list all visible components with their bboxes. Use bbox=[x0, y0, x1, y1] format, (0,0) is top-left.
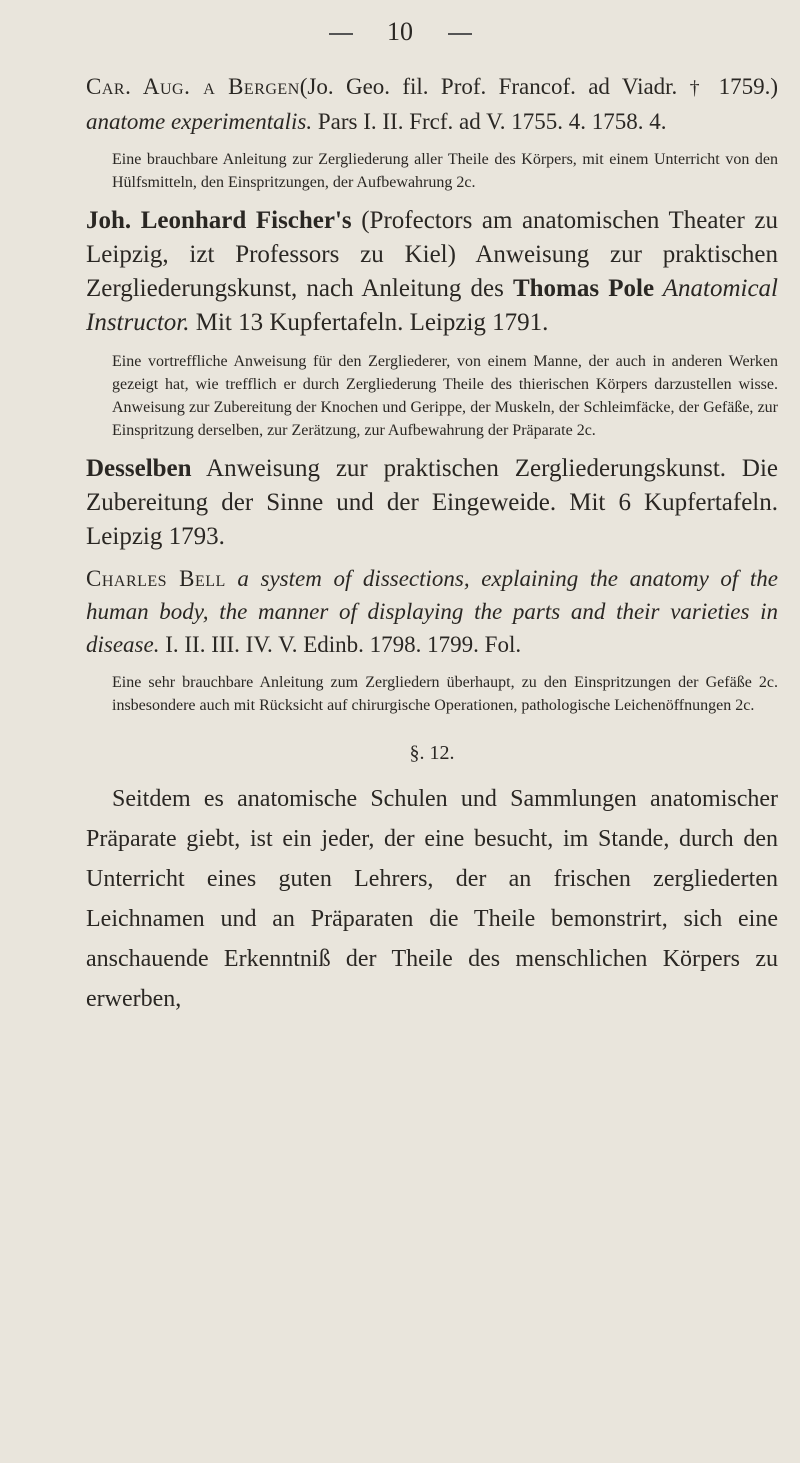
entry-person: Thomas Pole bbox=[512, 275, 655, 302]
page-header bbox=[0, 10, 800, 54]
page-body bbox=[86, 70, 778, 1019]
bibliography-entry bbox=[86, 70, 778, 138]
body-paragraph: Seitdem es anatomische Schulen und Sammlungen anatomischer Präparate giebt, ist ein jeder, der eine besucht, im Stande, durch den Unterricht eines guten Lehrers, der an frischen zergliederten Leichnamen und an Präparaten die Theile bemonstrirt, sich eine anschauende Erkenntniß der Theile des menschlichen Körpers zu erwerben, bbox=[86, 786, 778, 1012]
entry-note: Eine vortreffliche Anweisung für den Zergliederer, von einem Manne, der auch in anderen Werken gezeigt hat, wie trefflich er durch Zergliederung Theile des thierischen Körpers darzustellen wisse. Anweisung zur Zubereitung der Knochen und Gerippe, der Muskeln, der Schleimfäcke, der Gefäße, zur Einspritzung derselben, zur Zerätzung, zur Aufbewahrung der Präparate 2c. bbox=[112, 353, 778, 439]
bibliography-entry bbox=[86, 452, 778, 554]
entry-note: Eine sehr brauchbare Anleitung zum Zergliedern überhaupt, zu den Einspritzungen der Gefäße 2c. insbesondere auch mit Rücksicht auf chirurgische Operationen, pathologische Leichenöffnungen 2c. bbox=[112, 674, 778, 714]
header-dash-left bbox=[329, 33, 353, 35]
entry-details: I. II. III. IV. V. Edinb. 1798. 1799. Fol. bbox=[159, 632, 522, 657]
entry-note: Eine brauchbare Anleitung zur Zergliederung aller Theile des Körpers, mit einem Unterricht von den Hülfsmitteln, den Einspritzungen, der Aufbewahrung 2c. bbox=[112, 151, 778, 191]
entry-author: Charles Bell bbox=[86, 566, 226, 591]
spacer bbox=[86, 554, 778, 562]
entry-details: Pars I. II. Frcf. ad V. 1755. 4. 1758. 4. bbox=[312, 109, 667, 134]
entry-author: Desselben bbox=[86, 455, 192, 482]
entry-author: Joh. Leonhard Fischer's bbox=[86, 207, 352, 234]
entry-text: 1759.) bbox=[706, 74, 778, 99]
entry-title: Anatomical Instructor. bbox=[86, 275, 779, 336]
entry-author: Car. Aug. a Bergen bbox=[86, 74, 300, 99]
header-dash-right bbox=[448, 33, 472, 35]
entry-title: a system of dissections, explaining the anatomy of the human body, the manner of displaying the parts and their varieties in disease. bbox=[86, 566, 778, 657]
entry-text: (Jo. Geo. fil. Prof. Francof. ad Viadr. bbox=[299, 74, 690, 99]
bibliography-entry bbox=[86, 562, 778, 661]
entry-text: Anweisung zur praktischen Zergliederungskunst. Die Zubereitung der Sinne und der Eingeweide. Mit 6 Kupfertafeln. Leipzig 1793. bbox=[86, 455, 778, 550]
entry-text: (Profectors am anatomischen Theater zu Leipzig, izt Professors zu Kiel) Anweisung zur praktischen Zergliederungskunst, nach Anleitung des bbox=[86, 207, 779, 302]
page-number: 10 bbox=[387, 17, 413, 46]
entry-title: anatome experimentalis. bbox=[86, 109, 313, 134]
entry-details: Mit 13 Kupfertafeln. Leipzig 1791. bbox=[189, 309, 549, 336]
dagger-symbol: † bbox=[689, 77, 707, 99]
section-heading: §. 12. bbox=[409, 742, 455, 764]
bibliography-entry bbox=[86, 204, 778, 340]
